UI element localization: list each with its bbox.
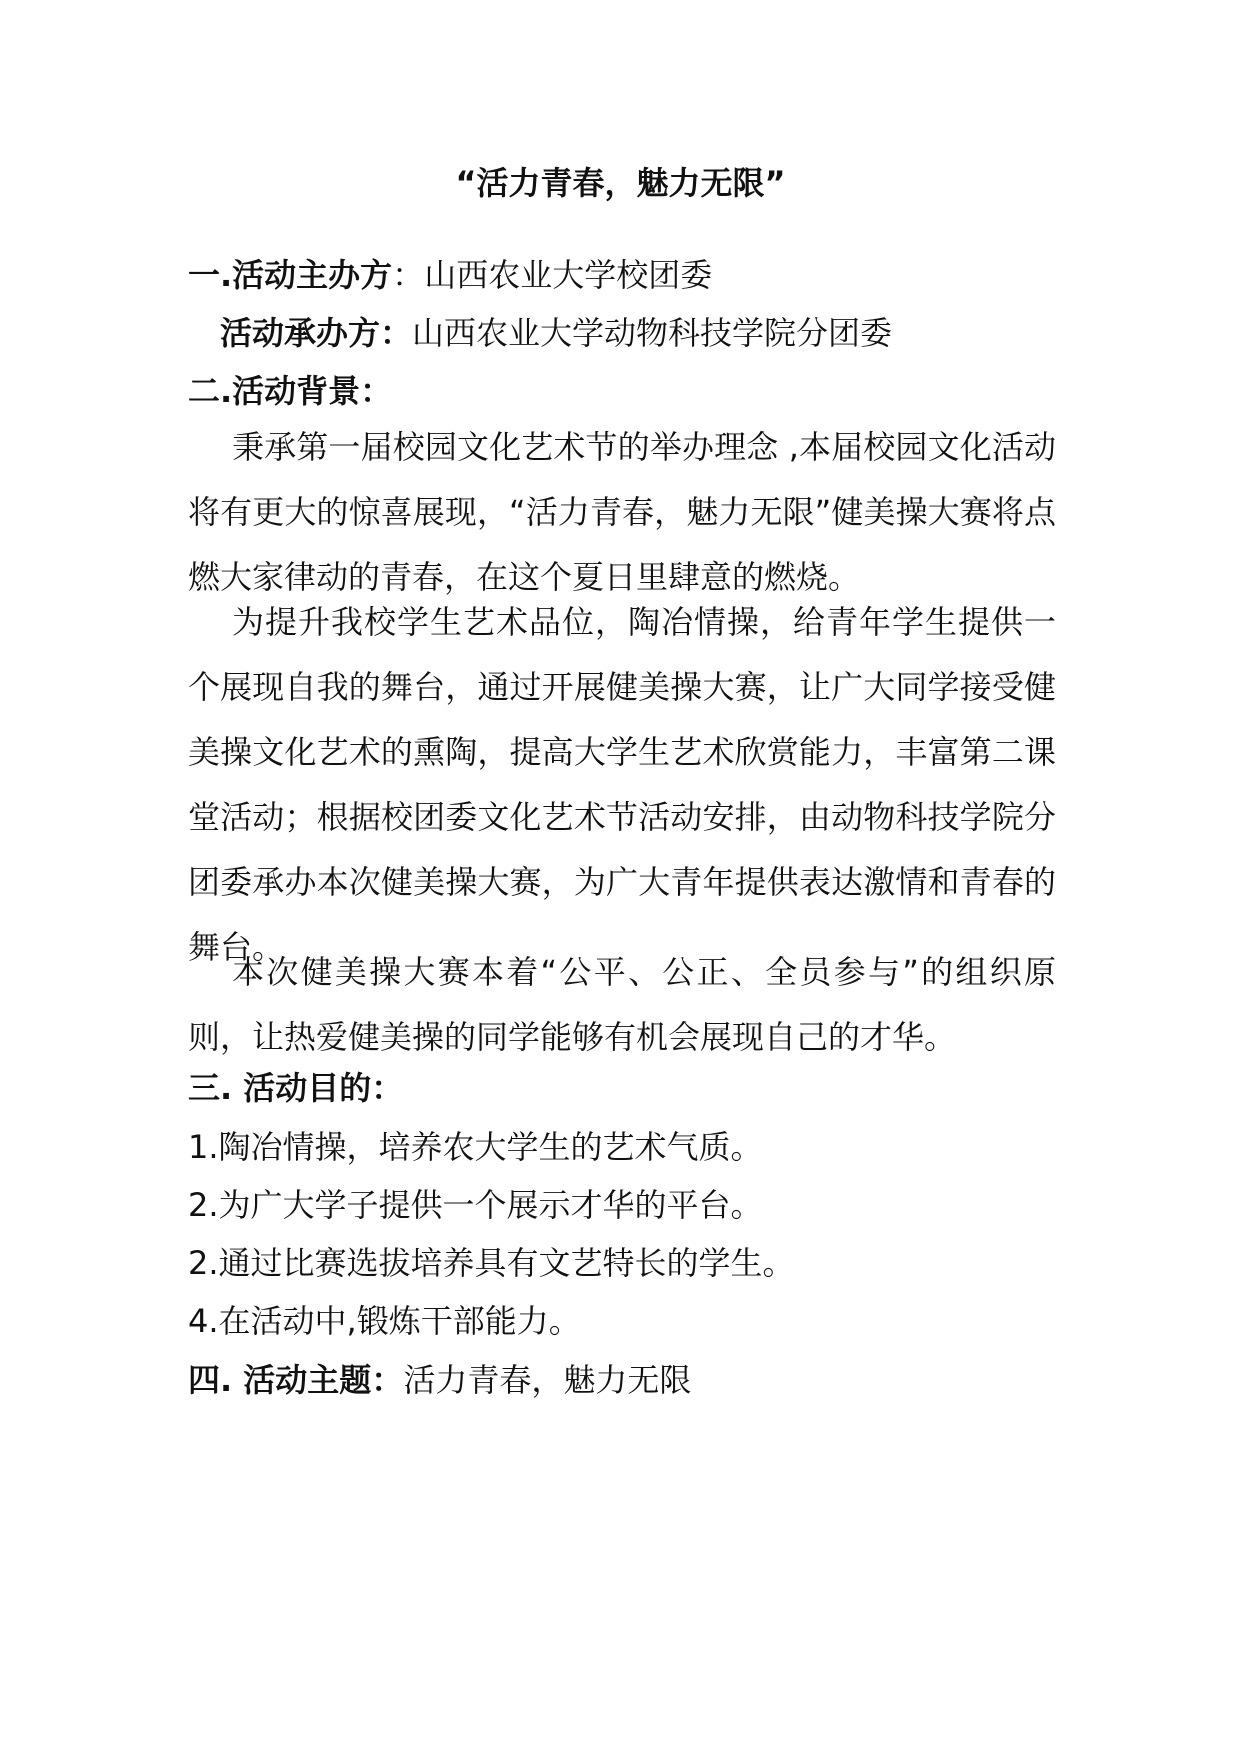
organizer-separator: ： <box>392 256 425 294</box>
theme-line <box>188 1357 691 1403</box>
co-organizer-line <box>220 310 892 356</box>
theme-value: 活力青春，魅力无限 <box>403 1361 692 1399</box>
purpose-item-2: 2.为广大学子提供一个展示才华的平台。 <box>188 1186 763 1224</box>
purpose-item-3: 2.通过比赛选拔培养具有文艺特长的学生。 <box>188 1244 795 1282</box>
section-1-heading: 一.活动主办方 <box>188 256 393 294</box>
background-paragraph-3: 本次健美操大赛本着“公平、公正、全员参与”的组织原则，让热爱健美操的同学能够有机会展现自己的才华。 <box>188 953 1056 1056</box>
background-paragraph-1: 秉承第一届校园文化艺术节的举办理念 ,本届校园文化活动将有更大的惊喜展现，“活力青春，魅力无限”健美操大赛将点燃大家律动的青春，在这个夏日里肆意的燃烧。 <box>188 428 1056 596</box>
purpose-item-1: 1.陶冶情操，培养农大学生的艺术气质。 <box>188 1128 763 1166</box>
page-title: “活力青春，魅力无限” <box>455 164 786 202</box>
organizer-line <box>188 252 712 298</box>
section-2-heading: 二.活动背景： <box>188 372 393 410</box>
section-4-heading: 四. 活动主题： <box>188 1361 404 1399</box>
organizer-value: 山西农业大学校团委 <box>424 256 713 294</box>
section-3-heading: 三. 活动目的： <box>188 1069 404 1107</box>
purpose-item-4: 4.在活动中,锻炼干部能力。 <box>188 1302 581 1340</box>
co-organizer-value: 山西农业大学动物科技学院分团委 <box>412 314 893 352</box>
background-paragraph-2: 为提升我校学生艺术品位，陶冶情操，给青年学生提供一个展现自我的舞台，通过开展健美操大赛，让广大同学接受健美操文化艺术的熏陶，提高大学生艺术欣赏能力，丰富第二课堂活动；根据校团委文化艺术节活动安排，由动物科技学院分团委承办本次健美操大赛，为广大青年提供表达激情和青春的舞台。 <box>188 603 1056 966</box>
co-organizer-label: 活动承办方： <box>220 314 413 352</box>
